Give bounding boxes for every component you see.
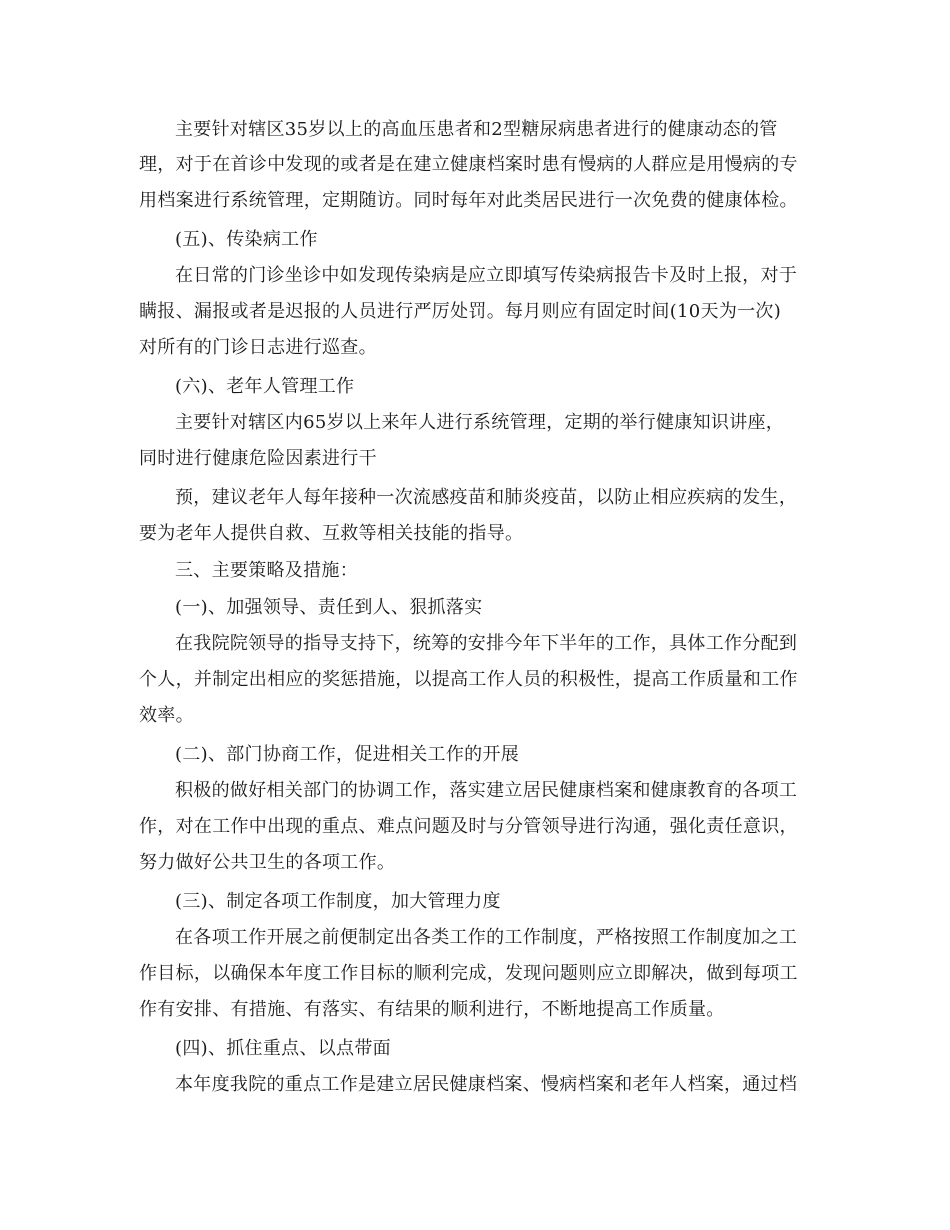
paragraph-line: 作，对在工作中出现的重点、难点问题及时与分管领导进行沟通，强化责任意识，	[139, 816, 798, 837]
paragraph-line: 效率。	[139, 705, 194, 726]
section-heading: (一)、加强领导、责任到人、狠抓落实	[175, 597, 483, 618]
section-heading: (二)、部门协商工作，促进相关工作的开展	[175, 744, 520, 765]
paragraph-line: 主要针对辖区内65岁以上来年人进行系统管理，定期的举行健康知识讲座，	[175, 412, 785, 433]
paragraph-line: 预，建议老年人每年接种一次流感疫苗和肺炎疫苗，以防止相应疾病的发生，	[175, 487, 798, 508]
paragraph-line: 同时进行健康危险因素进行干	[139, 448, 377, 469]
paragraph-line: 个人，并制定出相应的奖惩措施，以提高工作人员的积极性，提高工作质量和工作	[139, 669, 798, 690]
paragraph-line: 努力做好公共卫生的各项工作。	[139, 852, 396, 873]
paragraph-line: 理，对于在首诊中发现的或者是在建立健康档案时患有慢病的人群应是用慢病的专	[139, 154, 798, 175]
section-heading: (五)、传染病工作	[175, 229, 318, 250]
paragraph-line: 用档案进行系统管理，定期随访。同时每年对此类居民进行一次免费的健康体检。	[139, 190, 798, 211]
paragraph-line: 对所有的门诊日志进行巡查。	[139, 337, 377, 358]
section-heading: (三)、制定各项工作制度，加大管理力度	[175, 891, 501, 912]
paragraph-line: 主要针对辖区35岁以上的高血压患者和2型糖尿病患者进行的健康动态的管	[175, 119, 778, 140]
paragraph-line: 作目标，以确保本年度工作目标的顺利完成，发现问题则应立即解决，做到每项工	[139, 963, 798, 984]
paragraph-line: 在我院院领导的指导支持下，统筹的安排今年下半年的工作，具体工作分配到	[175, 633, 798, 654]
section-heading: (六)、老年人管理工作	[175, 376, 355, 397]
paragraph-line: 在日常的门诊坐诊中如发现传染病是应立即填写传染病报告卡及时上报，对于	[175, 265, 798, 286]
paragraph-line: 积极的做好相关部门的协调工作，落实建立居民健康档案和健康教育的各项工	[175, 780, 798, 801]
section-heading: 三、主要策略及措施：	[175, 560, 358, 581]
paragraph-line: 在各项工作开展之前便制定出各类工作的工作制度，严格按照工作制度加之工	[175, 927, 798, 948]
paragraph-line: 本年度我院的重点工作是建立居民健康档案、慢病档案和老年人档案，通过档	[175, 1074, 798, 1095]
section-heading: (四)、抓住重点、以点带面	[175, 1038, 391, 1059]
paragraph-line: 作有安排、有措施、有落实、有结果的顺利进行，不断地提高工作质量。	[139, 999, 725, 1020]
paragraph-line: 瞒报、漏报或者是迟报的人员进行严厉处罚。每月则应有固定时间(10天为一次)	[139, 301, 782, 322]
paragraph-line: 要为老年人提供自救、互救等相关技能的指导。	[139, 523, 524, 544]
